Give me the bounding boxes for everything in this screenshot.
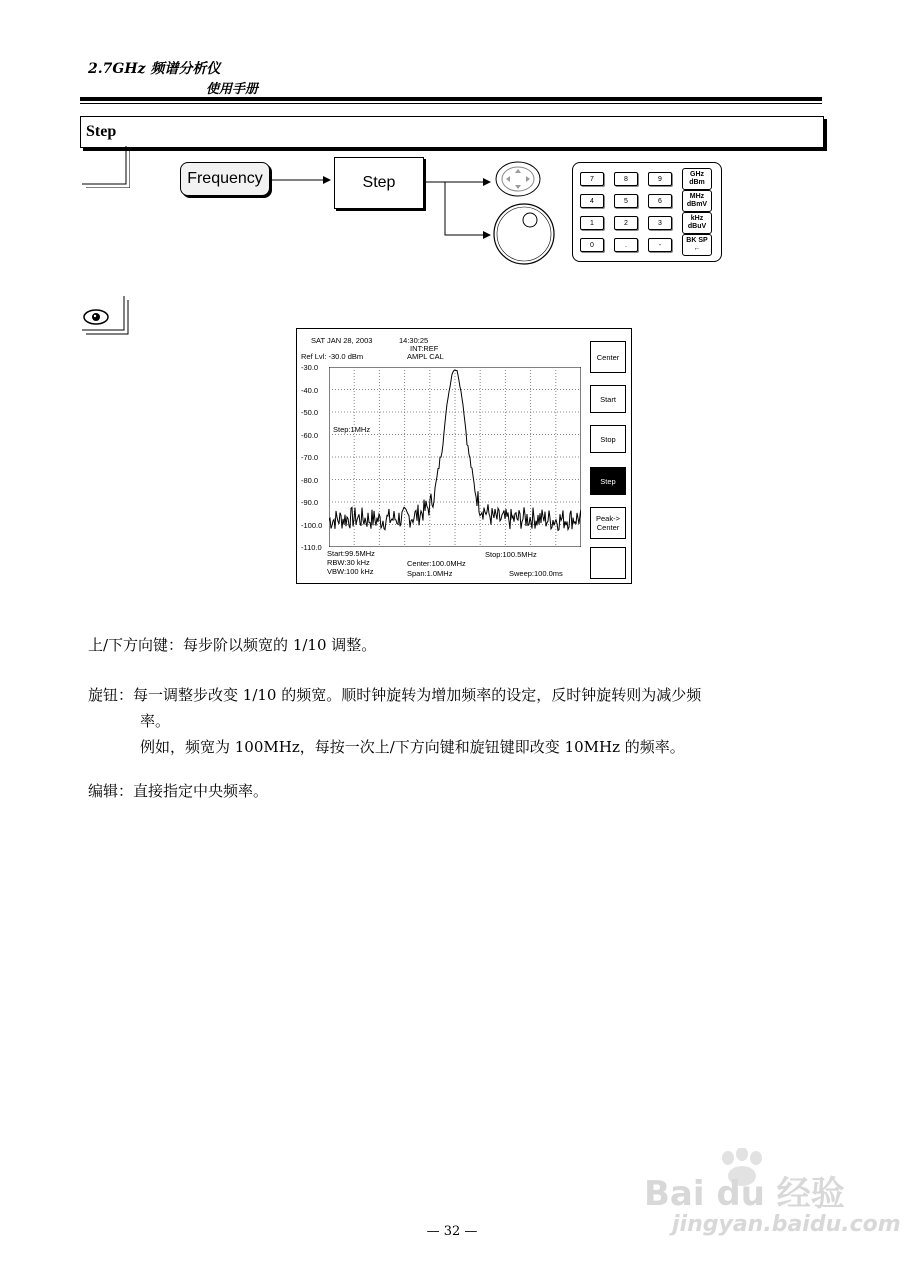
- keypad-key-1[interactable]: 1: [580, 216, 604, 230]
- keypad-key-8[interactable]: 8: [614, 172, 638, 186]
- watermark-brand: Bai du 经验: [644, 1174, 845, 1214]
- keypad-key-0[interactable]: 0: [580, 238, 604, 252]
- unit-key-bk-sp[interactable]: [682, 234, 712, 256]
- step-button[interactable]: Step: [334, 157, 424, 209]
- keypad-key-3[interactable]: 3: [648, 216, 672, 230]
- rotary-knob-icon[interactable]: [492, 198, 558, 270]
- y-tick-label: -70.0: [301, 453, 319, 462]
- keypad-key-9[interactable]: 9: [648, 172, 672, 186]
- keypad-key-2[interactable]: 2: [614, 216, 638, 230]
- paragraph-knob: 旋钮：每一调整步改变 1/10 的频宽。顺时钟旋转为增加频率的设定，反时钟旋转则为减少频: [88, 686, 702, 704]
- unit-key-mhz[interactable]: [682, 190, 712, 212]
- y-tick-label: -80.0: [301, 475, 319, 485]
- y-tick-label: -60.0: [301, 430, 319, 440]
- keypad-key-minus[interactable]: -: [648, 238, 672, 252]
- unit-keys: [682, 168, 716, 260]
- header-rule-thin: [80, 103, 822, 104]
- screen-start: Start:99.5MHz: [327, 549, 375, 558]
- frequency-button[interactable]: Frequency: [180, 162, 270, 196]
- screen-rbw: RBW:30 kHz: [327, 558, 370, 567]
- section-bar: [80, 116, 824, 148]
- softkey-blank[interactable]: [590, 547, 626, 579]
- screen-ref-source: INT:REF: [410, 344, 439, 353]
- y-tick-label: -50.0: [301, 408, 319, 417]
- watermark-url: jingyan.baidu.com: [672, 1212, 901, 1237]
- numeric-keypad: [580, 172, 680, 262]
- paragraph-example: 例如，频宽为 100MHz，每按一次上/下方向键和旋钮键即改变 10MHz 的频率。: [140, 738, 685, 756]
- arrow-keys-icon[interactable]: [494, 160, 544, 200]
- keypad-key-6[interactable]: 6: [648, 194, 672, 208]
- y-tick-label: -100.0: [301, 520, 323, 530]
- y-tick-label: -40.0: [301, 385, 319, 395]
- manual-subtitle: 使用手册: [206, 82, 259, 97]
- corner-bracket: [80, 146, 130, 188]
- unit-key-sublabel: dBm: [689, 179, 705, 186]
- screen-center: Center:100.0MHz: [407, 559, 466, 568]
- spectrum-plot: [329, 367, 581, 547]
- softkey-center[interactable]: Center: [590, 341, 626, 373]
- y-tick-label: -110.0: [301, 543, 322, 552]
- screen-date: SAT JAN 28, 2003: [311, 336, 373, 345]
- keypad-key-7[interactable]: 7: [580, 172, 604, 186]
- header-rule: [80, 97, 822, 101]
- flow-arrows: [270, 150, 500, 250]
- analyzer-screen: [296, 328, 632, 584]
- screen-time: 14:30:25: [399, 336, 429, 345]
- paragraph-edit: 编辑：直接指定中央频率。: [88, 782, 269, 800]
- unit-key-label: GHz: [690, 171, 704, 178]
- screen-stop: Stop:100.5MHz: [485, 550, 537, 559]
- unit-key-sublabel: dBmV: [686, 201, 708, 208]
- screen-vbw: VBW:100 kHz: [327, 567, 374, 576]
- screen-ref-level: Ref Lvl: -30.0 dBm: [301, 352, 364, 361]
- softkey-step[interactable]: Step: [590, 467, 626, 495]
- page-number: — 32 —: [426, 1224, 478, 1239]
- eye-icon: [84, 310, 108, 324]
- keypad-key-4[interactable]: 4: [580, 194, 604, 208]
- unit-key-label: MHz: [689, 193, 705, 200]
- unit-key-khz[interactable]: [682, 212, 712, 234]
- unit-key-ghz[interactable]: [682, 168, 712, 190]
- backspace-icon: ←: [693, 245, 701, 252]
- paragraph-knob-cont: 率。: [140, 712, 171, 730]
- unit-key-sublabel: dBuV: [687, 223, 707, 230]
- screen-ampl: AMPL CAL: [407, 352, 444, 361]
- softkey-start[interactable]: Start: [590, 385, 626, 413]
- screen-span: Span:1.0MHz: [407, 569, 453, 578]
- unit-key-label: kHz: [690, 215, 704, 222]
- section-title: Step: [86, 123, 117, 140]
- keypad-key-dot[interactable]: .: [614, 238, 638, 252]
- y-tick-label: -90.0: [301, 498, 319, 507]
- softkey-peakcenter[interactable]: Peak-> Center: [590, 507, 626, 539]
- y-tick-label: -30.0: [301, 363, 319, 372]
- manual-title: 2.7GHz 频谱分析仪: [88, 61, 221, 77]
- softkey-stop[interactable]: Stop: [590, 425, 626, 453]
- keypad-key-5[interactable]: 5: [614, 194, 638, 208]
- paragraph-arrow-keys: 上/下方向键：每步阶以频宽的 1/10 调整。: [88, 636, 377, 654]
- screen-sweep: Sweep:100.0ms: [509, 569, 563, 578]
- screen-step-note: Step:1MHz: [333, 425, 371, 434]
- unit-key-label: BK SP: [686, 237, 708, 244]
- eye-box: [80, 296, 130, 338]
